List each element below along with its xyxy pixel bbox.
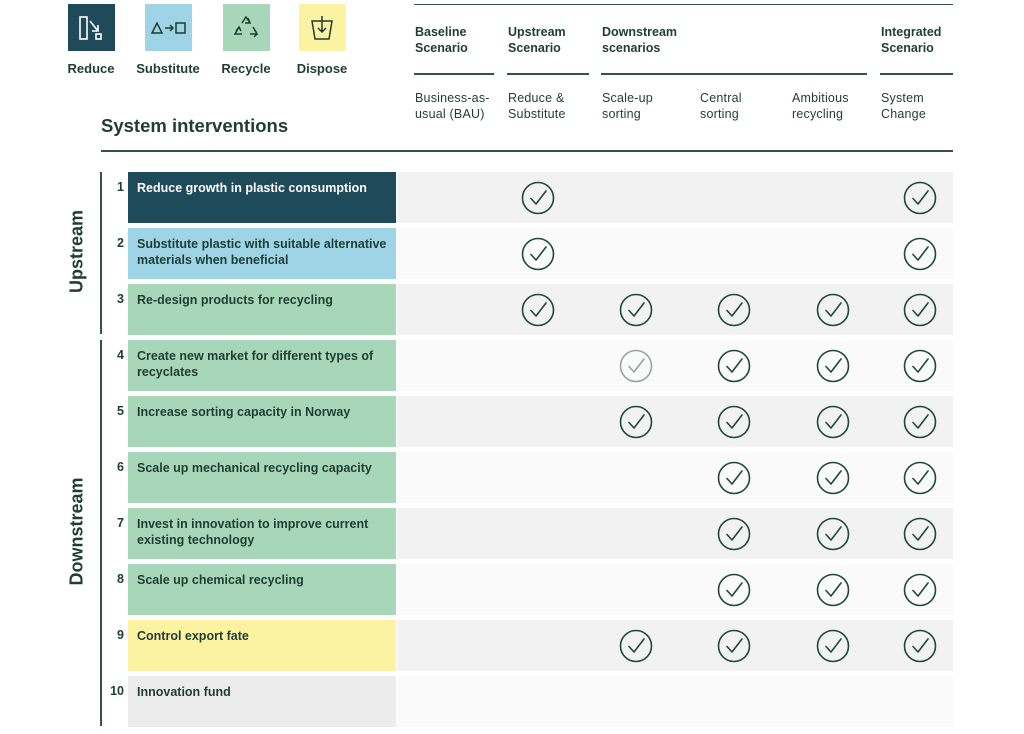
group-downstream-rule bbox=[601, 73, 867, 75]
legend-dispose bbox=[282, 4, 362, 76]
intervention-label: Control export fate bbox=[128, 620, 396, 671]
row-number: 3 bbox=[117, 292, 124, 306]
checkmark-icon bbox=[521, 237, 555, 271]
checkmark-icon bbox=[717, 629, 751, 663]
checkmark-icon bbox=[903, 237, 937, 271]
row-background bbox=[397, 564, 953, 615]
group-upstream-rule bbox=[507, 73, 589, 75]
intervention-label: Scale up mechanical recycling capacity bbox=[128, 452, 396, 503]
checkmark-icon bbox=[903, 405, 937, 439]
intervention-label: Re-design products for recycling bbox=[128, 284, 396, 335]
checkmark-icon bbox=[903, 293, 937, 327]
upstream-label: Upstream bbox=[66, 209, 87, 294]
row-background bbox=[397, 676, 953, 727]
table-row bbox=[110, 340, 953, 391]
checkmark-icon bbox=[717, 573, 751, 607]
recycle-icon bbox=[231, 13, 261, 43]
row-number: 7 bbox=[117, 516, 124, 530]
row-number: 10 bbox=[110, 684, 124, 698]
row-background bbox=[397, 452, 953, 503]
group-upstream: Upstream Scenario bbox=[508, 25, 566, 55]
legend-recycle bbox=[206, 4, 286, 76]
legend-label-dispose: Dispose bbox=[296, 61, 348, 76]
checkmark-icon bbox=[903, 461, 937, 495]
intervention-label: Invest in innovation to improve current existing technology bbox=[128, 508, 396, 559]
table-row bbox=[110, 620, 953, 671]
checkmark-icon bbox=[903, 573, 937, 607]
row-background bbox=[397, 340, 953, 391]
checkmark-icon bbox=[619, 405, 653, 439]
table-row bbox=[110, 284, 953, 335]
table-row bbox=[110, 676, 953, 727]
checkmark-icon bbox=[717, 517, 751, 551]
checkmark-icon bbox=[619, 349, 653, 383]
scenario-system-change: System Change bbox=[881, 91, 926, 121]
scenario-ambitious-recycling: Ambitious recycling bbox=[792, 91, 849, 121]
checkmark-icon bbox=[619, 629, 653, 663]
table-row bbox=[110, 396, 953, 447]
row-background bbox=[397, 172, 953, 223]
legend-substitute-box bbox=[145, 4, 192, 51]
row-number: 2 bbox=[117, 236, 124, 250]
reduce-icon bbox=[76, 13, 106, 43]
intervention-label: Scale up chemical recycling bbox=[128, 564, 396, 615]
scenario-scale-up-sorting: Scale-up sorting bbox=[602, 91, 653, 121]
checkmark-icon bbox=[521, 181, 555, 215]
legend-recycle-box bbox=[223, 4, 270, 51]
checkmark-icon bbox=[816, 573, 850, 607]
table-row bbox=[110, 508, 953, 559]
scenario-central-sorting: Central sorting bbox=[700, 91, 742, 121]
title-rule bbox=[101, 150, 953, 152]
checkmark-icon bbox=[816, 517, 850, 551]
checkmark-icon bbox=[717, 349, 751, 383]
row-number: 6 bbox=[117, 460, 124, 474]
intervention-label: Innovation fund bbox=[128, 676, 396, 727]
checkmark-icon bbox=[903, 517, 937, 551]
checkmark-icon bbox=[903, 629, 937, 663]
row-background bbox=[397, 508, 953, 559]
checkmark-icon bbox=[816, 349, 850, 383]
legend-reduce-box bbox=[68, 4, 115, 51]
checkmark-icon bbox=[816, 405, 850, 439]
checkmark-icon bbox=[717, 461, 751, 495]
row-background bbox=[397, 228, 953, 279]
legend-dispose-box bbox=[299, 4, 346, 51]
row-number: 1 bbox=[117, 180, 124, 194]
row-background bbox=[397, 284, 953, 335]
checkmark-icon bbox=[816, 461, 850, 495]
legend-substitute bbox=[128, 4, 208, 76]
substitute-icon bbox=[149, 18, 187, 38]
row-background bbox=[397, 396, 953, 447]
scenario-bau: Business-as- usual (BAU) bbox=[415, 91, 490, 121]
checkmark-icon bbox=[816, 629, 850, 663]
page-title: System interventions bbox=[101, 115, 289, 136]
downstream-label: Downstream bbox=[66, 477, 87, 586]
legend-reduce bbox=[51, 4, 131, 76]
checkmark-icon bbox=[717, 405, 751, 439]
upstream-bar bbox=[100, 172, 102, 334]
checkmark-icon bbox=[521, 293, 555, 327]
group-baseline-rule bbox=[414, 73, 494, 75]
row-number: 9 bbox=[117, 628, 124, 642]
intervention-label: Increase sorting capacity in Norway bbox=[128, 396, 396, 447]
downstream-bar bbox=[100, 340, 102, 726]
intervention-label: Substitute plastic with suitable alternative materials when beneficial bbox=[128, 228, 396, 279]
table-row bbox=[110, 564, 953, 615]
group-downstream: Downstream scenarios bbox=[602, 25, 678, 55]
dispose-icon bbox=[307, 13, 337, 43]
checkmark-icon bbox=[619, 293, 653, 327]
checkmark-icon bbox=[816, 293, 850, 327]
group-integrated-rule bbox=[880, 73, 953, 75]
group-baseline: Baseline Scenario bbox=[415, 25, 468, 55]
row-number: 8 bbox=[117, 572, 124, 586]
table-row bbox=[110, 172, 953, 223]
group-integrated: Integrated Scenario bbox=[881, 25, 942, 55]
row-number: 4 bbox=[117, 348, 124, 362]
legend-label-recycle: Recycle bbox=[221, 61, 271, 76]
table-row bbox=[110, 228, 953, 279]
intervention-label: Create new market for different types of recyclates bbox=[128, 340, 396, 391]
scenario-reduce-substitute: Reduce & Substitute bbox=[508, 91, 566, 121]
legend-label-substitute: Substitute bbox=[136, 61, 200, 76]
checkmark-icon bbox=[903, 181, 937, 215]
row-background bbox=[397, 620, 953, 671]
table-row bbox=[110, 452, 953, 503]
legend-label-reduce: Reduce bbox=[67, 61, 115, 76]
row-number: 5 bbox=[117, 404, 124, 418]
checkmark-icon bbox=[717, 293, 751, 327]
intervention-label: Reduce growth in plastic consumption bbox=[128, 172, 396, 223]
header-top-rule bbox=[414, 4, 953, 5]
checkmark-icon bbox=[903, 349, 937, 383]
